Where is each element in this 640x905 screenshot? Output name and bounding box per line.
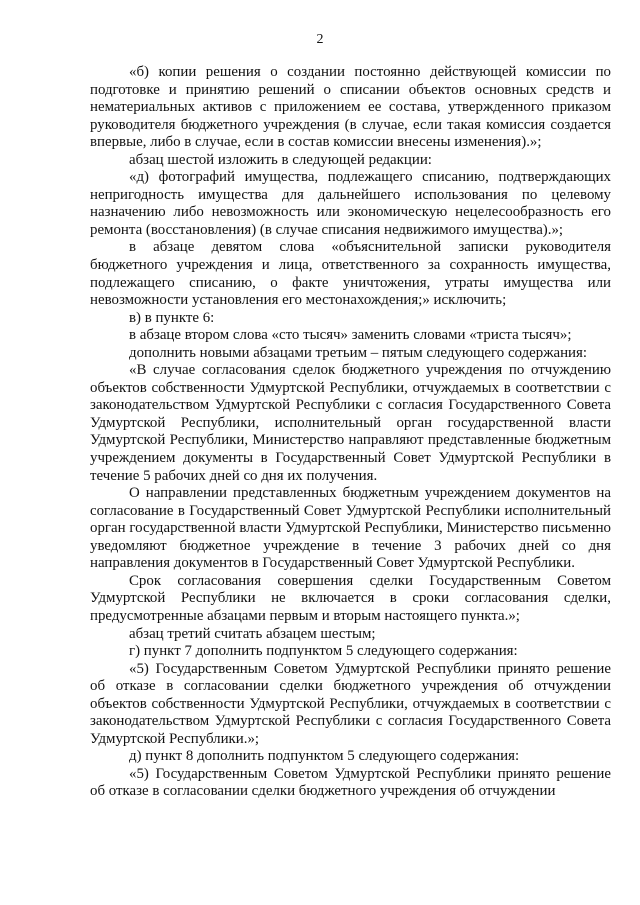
paragraph-approval-case: «В случае согласования сделок бюджетного учреждения по отчуждению объектов собственности Удмуртской Республики, отчуждаемых в соответствии с законодательством Удмуртской Республики с согласия Государственного Совета Удмуртской Республики, исполнительный орган государственной власти Удмуртской Республики, Министерство направляют представленные бюджетным учреждением документы в Государственный Совет Удмуртской Республики в течение 5 рабочих дней со дня их получения. [90, 362, 611, 484]
document-body [90, 64, 611, 801]
paragraph-notification: О направлении представленных бюджетным учреждением документов на согласование в Государственный Совет Удмуртской Республики исполнительный орган государственной власти Удмуртской Республики, Министерство письменно уведомляют бюджетное учреждение в течение 3 рабочих дней со дня направления документов в Государственный Совет Удмуртской Республики. [90, 485, 611, 572]
paragraph-point-7: г) пункт 7 дополнить подпунктом 5 следующего содержания: [129, 643, 518, 660]
paragraph-second-amendment: в абзаце втором слова «сто тысяч» заменить словами «триста тысяч»; [129, 327, 572, 344]
paragraph-subpoint-5-a: «5) Государственным Советом Удмуртской Республики принято решение об отказе в согласовании сделки бюджетного учреждения об отчуждении объектов собственности Удмуртской Республики, отчуждаемых в соответствии с законодательством Удмуртской Республики с согласия Государственного Совета Удмуртской Республики.»; [90, 660, 611, 747]
page-number: 2 [316, 32, 324, 47]
paragraph-point-8: д) пункт 8 дополнить подпунктом 5 следующего содержания: [129, 748, 520, 765]
paragraph-renumber: абзац третий считать абзацем шестым; [129, 625, 376, 642]
paragraph-item-b: «б) копии решения о создании постоянно действующей комиссии по подготовке и принятию решений о списании объектов основных средств и нематериальных активов с приложением ее состава, утвержденного приказом руководителя бюджетного учреждения (в случае, если такая комиссия создается впервые, либо в случае, если в состав комиссии внесены изменения).»; [90, 64, 611, 151]
paragraph-subpoint-5-b: «5) Государственным Советом Удмуртской Республики принято решение об отказе в согласовании сделки бюджетного учреждения об отчуждении [90, 765, 611, 800]
paragraph-sixth-intro: абзац шестой изложить в следующей редакции: [129, 151, 432, 168]
paragraph-ninth-amendment: в абзаце девятом слова «объяснительной записки руководителя бюджетного учреждения и лица, ответственного за сохранность имущества, подлежащего списанию, о факте уничтожения, утраты имущества или невозможности установления его местонахождения;» исключить; [90, 239, 611, 309]
paragraph-add-new: дополнить новыми абзацами третьим – пятым следующего содержания: [129, 344, 588, 361]
paragraph-point-6: в) в пункте 6: [129, 309, 215, 326]
paragraph-item-d: «д) фотографий имущества, подлежащего списанию, подтверждающих непригодность имущества для дальнейшего использования по целевому назначению либо невозможность или экономическую нецелесообразность его ремонта (восстановления) (в случае списания недвижимого имущества).»; [90, 169, 611, 238]
paragraph-term: Срок согласования совершения сделки Государственным Советом Удмуртской Республики не включается в сроки согласования сделки, предусмотренные абзацами первым и вторым настоящего пункта.»; [90, 572, 611, 624]
